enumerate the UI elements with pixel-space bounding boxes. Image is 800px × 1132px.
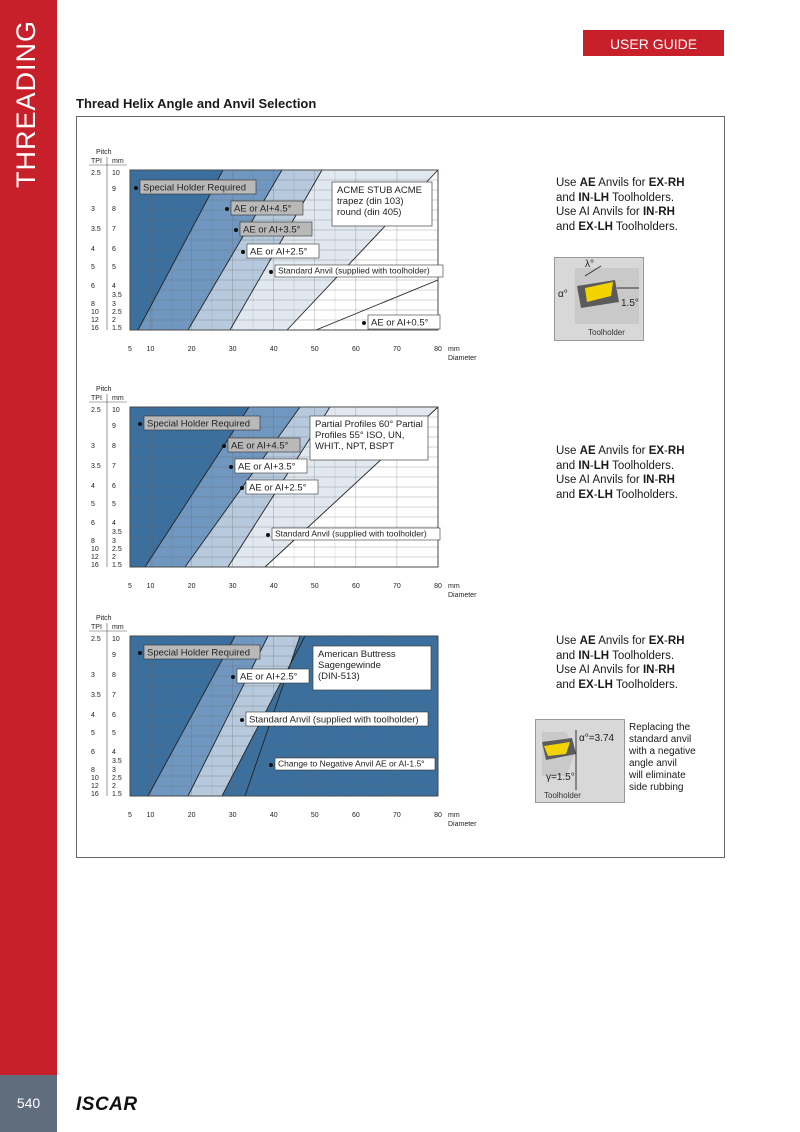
mm-row-label: 6	[112, 246, 116, 253]
tpi-row-label: 12	[91, 783, 99, 790]
note-text: Use	[556, 474, 580, 486]
axis-pitch-label: Pitch	[96, 615, 112, 622]
x-tick-label: 80	[434, 583, 442, 590]
x-tick-label: 80	[434, 346, 442, 353]
chart-caption-line: (DIN-513)	[318, 671, 360, 682]
chart-region-label: Standard Anvil (supplied with toolholder)	[249, 714, 419, 726]
label-dot	[362, 321, 366, 325]
figure2-alpha: α°=3.74	[579, 733, 615, 744]
note-text: AE	[579, 177, 596, 189]
note-text: and	[556, 459, 579, 472]
x-tick-label: 60	[351, 346, 360, 353]
axis-mm-label: mm	[112, 395, 124, 402]
axis-mm-label: mm	[112, 158, 124, 165]
note-text: -	[664, 635, 668, 647]
mm-row-label: 1.5	[112, 562, 122, 569]
note-text: Use	[556, 177, 580, 189]
mm-row-label: 2	[112, 317, 116, 324]
mm-row-label: 6	[112, 712, 116, 719]
note-text: Anvils for	[595, 445, 649, 457]
chart-3	[89, 615, 477, 828]
note-text: AI	[579, 206, 590, 218]
mm-row-label: 1.5	[112, 791, 122, 798]
sidebar-title: THREADING	[11, 19, 41, 188]
label-dot	[266, 533, 270, 537]
chart-region-label: Special Holder Required	[143, 182, 246, 194]
user-guide-badge: USER GUIDE	[583, 30, 724, 56]
x-unit-label: mm	[448, 583, 460, 590]
mm-row-label: 4	[112, 520, 116, 527]
tpi-row-label: 4	[91, 712, 95, 719]
x-tick-label: 70	[393, 346, 401, 353]
note-text: EX	[578, 678, 594, 691]
mm-row-label: 8	[112, 672, 116, 679]
tpi-row-label: 6	[91, 520, 95, 527]
x-tick-label: 10	[146, 583, 155, 590]
x-tick-label: 20	[187, 346, 196, 353]
chart-region-label: Standard Anvil (supplied with toolholder)	[278, 265, 430, 276]
tpi-row-label: 8	[91, 301, 95, 308]
figure1-alpha: α°	[558, 289, 568, 300]
note-text: RH	[658, 206, 675, 218]
x-tick-label: 10	[146, 346, 155, 353]
note-text: RH	[667, 635, 685, 647]
note-text: EX	[578, 220, 594, 233]
replace-note-line: side rubbing	[629, 782, 684, 793]
tpi-row-label: 3.5	[91, 463, 101, 470]
tpi-row-label: 10	[91, 309, 99, 316]
mm-row-label: 3.5	[112, 529, 122, 536]
mm-row-label: 3	[112, 538, 116, 545]
mm-row-label: 9	[112, 423, 116, 430]
x-tick-label: 10	[146, 812, 155, 819]
mm-row-label: 7	[112, 692, 116, 699]
x-axis-title: Diameter	[448, 592, 477, 599]
tpi-row-label: 10	[91, 775, 99, 782]
note-text: Toolholders.	[612, 220, 678, 233]
tpi-row-label: 4	[91, 483, 95, 490]
note-text: AI	[579, 664, 590, 676]
x-tick-label: 60	[351, 583, 360, 590]
mm-row-label: 10	[112, 407, 120, 414]
label-dot	[241, 250, 245, 254]
x-tick-label: 30	[228, 812, 237, 819]
mm-row-label: 2	[112, 783, 116, 790]
x-tick-label: 30	[228, 583, 237, 590]
tpi-row-label: 12	[91, 317, 99, 324]
chart-region-label: AE or AI+2.5°	[249, 482, 307, 494]
note-text: -	[593, 220, 598, 233]
mm-row-label: 2.5	[112, 309, 122, 316]
x-tick-label: 80	[434, 812, 442, 819]
note-text: and	[556, 220, 579, 233]
chart-caption-line: WHIT., NPT, BSPT	[315, 441, 395, 452]
x-tick-label: 5	[128, 812, 132, 819]
note-text: -	[593, 678, 598, 691]
note-text: RH	[667, 445, 685, 457]
note-text: IN	[578, 459, 590, 472]
figure1-lambda: λ°	[585, 259, 594, 270]
replace-note-line: with a negative	[629, 746, 696, 757]
note-text: LH	[593, 191, 610, 204]
note-text: and	[556, 649, 579, 662]
chart-region-label: AE or AI+2.5°	[240, 671, 298, 683]
mm-row-label: 8	[112, 206, 116, 213]
note-text: -	[654, 664, 659, 676]
mm-row-label: 6	[112, 483, 116, 490]
chart-caption-line: Profiles 55° ISO, UN,	[315, 430, 405, 441]
chart-caption-line: ACME STUB ACME	[337, 185, 422, 196]
note-text: Toolholders.	[612, 488, 678, 501]
page-number: 540	[16, 1095, 41, 1111]
x-tick-label: 20	[187, 812, 196, 819]
x-tick-label: 70	[393, 583, 401, 590]
figure1-angle-right: 1.5°	[621, 298, 639, 309]
note-text: Use	[556, 664, 580, 676]
chart-region-label: AE or AI+4.5°	[231, 440, 289, 452]
anvil-note-2	[556, 444, 685, 502]
note-text: LH	[597, 488, 613, 501]
chart-caption-line: Partial Profiles 60° Partial	[315, 419, 423, 430]
x-axis-title: Diameter	[448, 821, 477, 828]
note-text: EX	[578, 488, 594, 501]
note-text: and	[556, 678, 579, 691]
note-text: -	[589, 649, 594, 662]
x-unit-label: mm	[448, 346, 460, 353]
x-unit-label: mm	[448, 812, 460, 819]
tpi-row-label: 3.5	[91, 692, 101, 699]
mm-row-label: 9	[112, 652, 116, 659]
note-text: IN	[578, 191, 590, 204]
note-text: Use	[556, 445, 580, 457]
label-dot	[225, 207, 229, 211]
mm-row-label: 10	[112, 170, 120, 177]
note-text: EX	[648, 177, 665, 189]
figure2-caption: Toolholder	[544, 791, 581, 800]
note-text: IN	[642, 474, 655, 486]
chart-region-label: AE or AI+4.5°	[234, 203, 292, 215]
note-text: and	[556, 191, 579, 204]
note-text: and	[556, 488, 579, 501]
replace-note-line: Replacing the	[629, 722, 691, 733]
tpi-row-label: 8	[91, 767, 95, 774]
label-dot	[269, 763, 273, 767]
tpi-row-label: 10	[91, 546, 99, 553]
axis-mm-label: mm	[112, 624, 124, 631]
figure1-caption: Toolholder	[588, 328, 625, 337]
note-text: Toolholders.	[609, 649, 675, 662]
x-tick-label: 50	[310, 812, 319, 819]
figure2-gamma: γ=1.5°	[546, 772, 575, 783]
label-dot	[231, 675, 235, 679]
replace-note	[629, 722, 696, 794]
tpi-row-label: 6	[91, 283, 95, 290]
mm-row-label: 5	[112, 264, 116, 271]
label-dot	[138, 651, 142, 655]
tpi-row-label: 3	[91, 206, 95, 213]
x-axis-title: Diameter	[448, 355, 477, 362]
note-text: Anvils for	[595, 635, 649, 647]
x-tick-label: 20	[187, 583, 196, 590]
mm-row-label: 2.5	[112, 546, 122, 553]
label-dot	[234, 228, 238, 232]
note-text: -	[593, 488, 598, 501]
tpi-row-label: 16	[91, 325, 99, 332]
note-text: Anvils for	[589, 664, 643, 676]
toolholder-figure-2	[535, 719, 625, 803]
x-tick-label: 5	[128, 346, 132, 353]
axis-pitch-label: Pitch	[96, 149, 112, 156]
tpi-row-label: 3.5	[91, 226, 101, 233]
replace-note-line: will eliminate	[629, 770, 686, 781]
note-text: AE	[579, 635, 596, 647]
chart-region-label: AE or AI+3.5°	[243, 224, 301, 236]
replace-note-line: angle anvil	[629, 758, 677, 769]
x-tick-label: 70	[393, 812, 401, 819]
label-dot	[134, 186, 138, 190]
x-tick-label: 30	[228, 346, 237, 353]
note-text: LH	[597, 220, 613, 233]
note-text: -	[654, 206, 659, 218]
note-text: -	[589, 459, 594, 472]
tpi-row-label: 16	[91, 562, 99, 569]
mm-row-label: 3.5	[112, 758, 122, 765]
mm-row-label: 8	[112, 443, 116, 450]
tpi-row-label: 5	[91, 264, 95, 271]
label-dot	[240, 486, 244, 490]
x-tick-label: 5	[128, 583, 132, 590]
note-text: Anvils for	[589, 206, 643, 218]
mm-row-label: 7	[112, 226, 116, 233]
tpi-row-label: 2.5	[91, 170, 101, 177]
mm-row-label: 3	[112, 301, 116, 308]
anvil-note-3	[556, 634, 685, 692]
chart-region-label: Standard Anvil (supplied with toolholder)	[275, 528, 427, 539]
note-text: AE	[579, 445, 596, 457]
chart-region-label: Special Holder Required	[147, 647, 250, 659]
brand-logo: ISCAR	[76, 1094, 138, 1115]
note-text: Use	[556, 206, 580, 218]
mm-row-label: 4	[112, 283, 116, 290]
note-text: Anvils for	[595, 177, 649, 189]
chart-region-label: Change to Negative Anvil AE or AI-1.5°	[278, 758, 425, 769]
chart-region-label: AE or AI+2.5°	[250, 246, 308, 258]
tpi-row-label: 3	[91, 443, 95, 450]
note-text: Toolholders.	[612, 678, 678, 691]
note-text: LH	[593, 459, 610, 472]
tpi-row-label: 4	[91, 246, 95, 253]
tpi-row-label: 12	[91, 554, 99, 561]
mm-row-label: 10	[112, 636, 120, 643]
label-dot	[222, 444, 226, 448]
note-text: Use	[556, 635, 580, 647]
x-tick-label: 40	[269, 583, 278, 590]
note-text: Anvils for	[589, 474, 643, 486]
note-text: IN	[642, 664, 655, 676]
note-text: -	[589, 191, 594, 204]
mm-row-label: 2.5	[112, 775, 122, 782]
label-dot	[229, 465, 233, 469]
mm-row-label: 3	[112, 767, 116, 774]
section-title: Thread Helix Angle and Anvil Selection	[76, 96, 317, 111]
tpi-row-label: 5	[91, 501, 95, 508]
note-text: RH	[667, 177, 685, 189]
chart-caption-line: trapez (din 103)	[337, 196, 404, 207]
x-tick-label: 40	[269, 346, 278, 353]
chart-caption-line: American Buttress	[318, 649, 396, 660]
label-dot	[138, 422, 142, 426]
toolholder-figure-1	[554, 257, 644, 341]
tpi-row-label: 16	[91, 791, 99, 798]
x-tick-label: 40	[269, 812, 278, 819]
mm-row-label: 5	[112, 501, 116, 508]
chart-region-label: Special Holder Required	[147, 418, 250, 430]
chart-region-label: AE or AI+3.5°	[238, 461, 296, 473]
tpi-row-label: 3	[91, 672, 95, 679]
mm-row-label: 5	[112, 730, 116, 737]
x-tick-label: 50	[310, 346, 319, 353]
note-text: LH	[597, 678, 613, 691]
chart-region-label: AE or AI+0.5°	[371, 317, 429, 329]
label-dot	[269, 270, 273, 274]
note-text: EX	[648, 635, 665, 647]
tpi-row-label: 8	[91, 538, 95, 545]
axis-pitch-label: Pitch	[96, 386, 112, 393]
axis-tpi-label: TPI	[91, 158, 102, 165]
axis-tpi-label: TPI	[91, 624, 102, 631]
tpi-row-label: 6	[91, 749, 95, 756]
axis-tpi-label: TPI	[91, 395, 102, 402]
note-text: -	[664, 177, 668, 189]
mm-row-label: 2	[112, 554, 116, 561]
note-text: IN	[578, 649, 590, 662]
note-text: -	[664, 445, 668, 457]
tpi-row-label: 2.5	[91, 407, 101, 414]
mm-row-label: 1.5	[112, 325, 122, 332]
tpi-row-label: 5	[91, 730, 95, 737]
note-text: EX	[648, 445, 665, 457]
x-tick-label: 50	[310, 583, 319, 590]
label-dot	[240, 718, 244, 722]
note-text: AI	[579, 474, 590, 486]
tpi-row-label: 2.5	[91, 636, 101, 643]
note-text: IN	[642, 206, 655, 218]
chart-caption-line: Sagengewinde	[318, 660, 381, 671]
chart-1	[89, 149, 477, 362]
replace-note-line: standard anvil	[629, 734, 692, 745]
note-text: Toolholders.	[609, 459, 675, 472]
note-text: Toolholders.	[609, 191, 675, 204]
note-text: -	[654, 474, 659, 486]
mm-row-label: 7	[112, 463, 116, 470]
mm-row-label: 4	[112, 749, 116, 756]
note-text: RH	[658, 474, 675, 486]
mm-row-label: 9	[112, 186, 116, 193]
chart-2	[89, 386, 477, 599]
note-text: RH	[658, 664, 675, 676]
mm-row-label: 3.5	[112, 292, 122, 299]
note-text: LH	[593, 649, 610, 662]
anvil-note-1	[556, 176, 685, 234]
chart-caption-line: round (din 405)	[337, 207, 402, 218]
x-tick-label: 60	[351, 812, 360, 819]
